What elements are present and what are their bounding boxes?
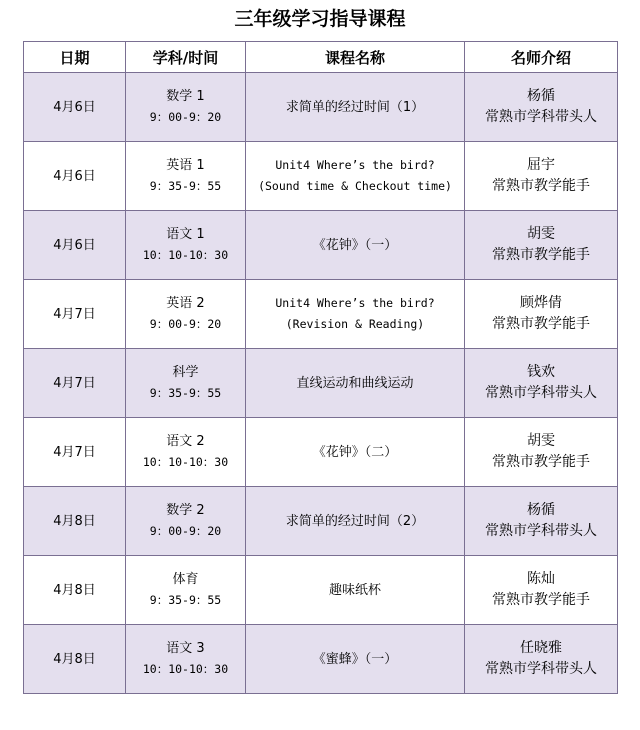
- teacher-title: 常熟市教学能手: [492, 247, 590, 263]
- course-name-line: (Sound time & Checkout time): [258, 179, 452, 193]
- time-label: 9：35-9：55: [149, 386, 222, 400]
- teacher-name: 陈灿: [527, 571, 555, 587]
- teacher-title: 常熟市教学能手: [492, 592, 590, 608]
- header-teacher-intro: 名师介绍: [465, 42, 618, 73]
- date-cell: 4月8日: [24, 487, 126, 556]
- time-label: 10：10-10：30: [142, 248, 229, 262]
- subject-time-cell: [126, 487, 246, 556]
- teacher-title: 常熟市学科带头人: [485, 109, 597, 125]
- course-name-line: 求简单的经过时间（1）: [285, 99, 425, 115]
- table-row: [24, 487, 618, 556]
- subject-label: 数学 2: [166, 503, 205, 518]
- teacher-cell: [465, 349, 618, 418]
- table-body: [24, 73, 618, 694]
- table-row: [24, 556, 618, 625]
- teacher-name: 任晓雅: [520, 640, 562, 656]
- date-cell: 4月6日: [24, 73, 126, 142]
- teacher-name: 杨循: [527, 88, 555, 104]
- header-subject-time: 学科/时间: [126, 42, 246, 73]
- course-name-line: Unit4 Where’s the bird?: [275, 158, 435, 172]
- time-label: 9：00-9：20: [149, 110, 222, 124]
- teacher-cell: [465, 142, 618, 211]
- subject-label: 体育: [172, 572, 199, 587]
- teacher-title: 常熟市学科带头人: [485, 385, 597, 401]
- table-row: [24, 280, 618, 349]
- table-row: [24, 625, 618, 694]
- course-name-line: 《花钟》（二）: [312, 444, 398, 460]
- subject-label: 英语 2: [166, 296, 205, 311]
- teacher-title: 常熟市学科带头人: [485, 661, 597, 677]
- table-row: [24, 211, 618, 280]
- teacher-cell: [465, 73, 618, 142]
- teacher-cell: [465, 280, 618, 349]
- teacher-title: 常熟市学科带头人: [485, 523, 597, 539]
- teacher-cell: [465, 418, 618, 487]
- header-course-name: 课程名称: [246, 42, 465, 73]
- table-row: [24, 142, 618, 211]
- teacher-cell: [465, 487, 618, 556]
- date-cell: 4月6日: [24, 142, 126, 211]
- subject-label: 语文 2: [166, 434, 205, 449]
- teacher-name: 屈宇: [527, 157, 555, 173]
- date-cell: 4月7日: [24, 280, 126, 349]
- table-row: [24, 418, 618, 487]
- time-label: 10：10-10：30: [142, 662, 229, 676]
- course-name-cell: [246, 418, 465, 487]
- subject-time-cell: [126, 418, 246, 487]
- course-name-cell: [246, 625, 465, 694]
- time-label: 9：35-9：55: [149, 179, 222, 193]
- subject-label: 语文 3: [166, 641, 205, 656]
- course-name-cell: [246, 142, 465, 211]
- date-cell: 4月8日: [24, 625, 126, 694]
- course-name-cell: [246, 280, 465, 349]
- page-title: 三年级学习指导课程: [234, 8, 406, 30]
- course-name-cell: [246, 487, 465, 556]
- teacher-title: 常熟市教学能手: [492, 316, 590, 332]
- header-date: 日期: [24, 42, 126, 73]
- teacher-cell: [465, 556, 618, 625]
- subject-label: 语文 1: [166, 227, 205, 242]
- teacher-name: 胡雯: [527, 226, 555, 242]
- teacher-title: 常熟市教学能手: [492, 178, 590, 194]
- subject-label: 科学: [172, 365, 199, 380]
- subject-time-cell: [126, 556, 246, 625]
- course-name-cell: [246, 349, 465, 418]
- teacher-name: 杨循: [527, 502, 555, 518]
- time-label: 10：10-10：30: [142, 455, 229, 469]
- subject-time-cell: [126, 349, 246, 418]
- course-name-line: (Revision & Reading): [285, 317, 425, 331]
- course-name-cell: [246, 556, 465, 625]
- table-row: [24, 349, 618, 418]
- course-name-line: Unit4 Where’s the bird?: [275, 296, 435, 310]
- course-name-line: 直线运动和曲线运动: [296, 375, 414, 391]
- subject-time-cell: [126, 142, 246, 211]
- date-cell: 4月8日: [24, 556, 126, 625]
- course-name-line: 求简单的经过时间（2）: [285, 513, 425, 529]
- teacher-title: 常熟市教学能手: [492, 454, 590, 470]
- subject-time-cell: [126, 73, 246, 142]
- date-cell: 4月6日: [24, 211, 126, 280]
- teacher-cell: [465, 625, 618, 694]
- time-label: 9：00-9：20: [149, 524, 222, 538]
- teacher-cell: [465, 211, 618, 280]
- course-name-line: 趣味纸杯: [328, 582, 381, 598]
- date-cell: 4月7日: [24, 349, 126, 418]
- subject-time-cell: [126, 280, 246, 349]
- subject-label: 数学 1: [166, 89, 205, 104]
- course-name-line: 《蜜蜂》（一）: [312, 651, 398, 667]
- table-row: [24, 73, 618, 142]
- subject-label: 英语 1: [166, 158, 205, 173]
- schedule-table: [23, 41, 618, 694]
- date-cell: 4月7日: [24, 418, 126, 487]
- header-row: [24, 42, 618, 73]
- time-label: 9：00-9：20: [149, 317, 222, 331]
- course-name-cell: [246, 73, 465, 142]
- teacher-name: 钱欢: [527, 364, 555, 380]
- teacher-name: 胡雯: [527, 433, 555, 449]
- time-label: 9：35-9：55: [149, 593, 222, 607]
- subject-time-cell: [126, 211, 246, 280]
- teacher-name: 顾烨倩: [520, 295, 562, 311]
- subject-time-cell: [126, 625, 246, 694]
- course-name-line: 《花钟》（一）: [312, 237, 398, 253]
- course-name-cell: [246, 211, 465, 280]
